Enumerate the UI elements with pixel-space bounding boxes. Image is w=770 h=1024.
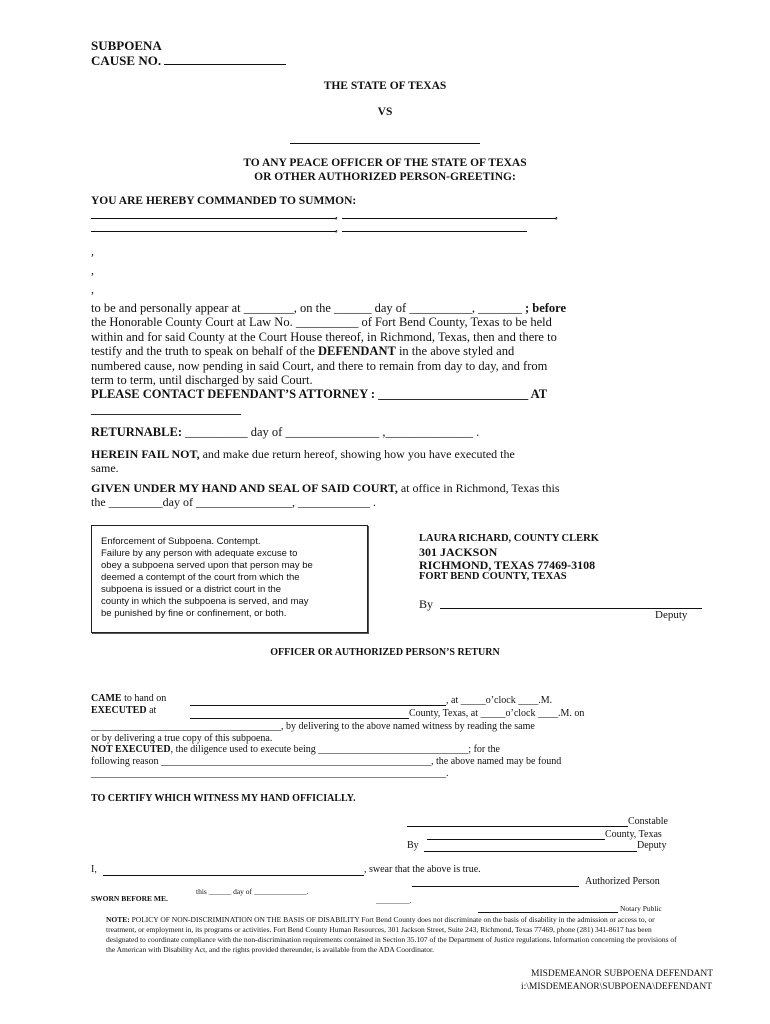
- county-label: County, Texas: [605, 829, 662, 840]
- defendant-name-line[interactable]: [290, 143, 480, 144]
- authorized-person-label: Authorized Person: [585, 876, 660, 887]
- given-under-paragraph: GIVEN UNDER MY HAND AND SEAL OF SAID COURT, at office in Richmond, Texas this the _________day of ________________, ____________ .: [91, 481, 560, 509]
- affiant-name-line[interactable]: [103, 875, 364, 876]
- comma-mark: ,: [335, 220, 338, 234]
- enforcement-line: obey a subpoena served upon that person may be: [101, 560, 313, 571]
- notary-line[interactable]: [478, 912, 618, 913]
- executed-place-line[interactable]: [190, 718, 409, 719]
- came-time: , at _____o’clock ____.M.: [446, 695, 553, 706]
- witness-line-4[interactable]: [342, 231, 527, 232]
- return-heading: OFFICER OR AUTHORIZED PERSON’S RETURN: [270, 647, 500, 658]
- witness-line-1[interactable]: [91, 218, 336, 219]
- certify-by-label: By: [407, 840, 419, 851]
- clerk-deputy-label: Deputy: [655, 609, 688, 621]
- executed-time: County, Texas, at _____o’clock ____.M. on: [409, 708, 585, 719]
- comma-mark: ,: [335, 207, 338, 221]
- sworn-date: this ______ day of ______________.: [196, 887, 309, 896]
- document-title: SUBPOENA: [91, 38, 162, 53]
- returnable-line: RETURNABLE: __________ day of _______________ ,______________ .: [91, 425, 480, 439]
- county-line[interactable]: [427, 839, 605, 840]
- clerk-address-1: 301 JACKSON: [419, 545, 498, 559]
- enforcement-line: deemed a contempt of the court from which the: [101, 572, 300, 583]
- delivery-line-2: or by delivering a true copy of this subpoena.: [91, 733, 273, 744]
- came-label: CAME to hand on: [91, 693, 167, 704]
- greeting-line-2: OR OTHER AUTHORIZED PERSON-GREETING:: [254, 171, 516, 183]
- clerk-by-label: By: [419, 597, 434, 611]
- non-discrimination-policy: NOTE: POLICY OF NON-DISCRIMINATION ON THE BASIS OF DISABILITY Fort Bend County does not discriminate on the basis of disability in the admission or access to, or treatment, or employment in, its programs or activities. Fort Bend County Human Resources, 301 Jackson Street, Suite 243, Richmond, Texas 77469, phone (281) 341-8617 has been designated to coordinate compliance with the non-discrimination requirements contained in Section 35.107 of the Department of Justice regulations. Information concerning the provisions of the American with Disability Act, and the rights provided thereunder, is available from the ADA Coordinator.: [106, 915, 677, 954]
- sworn-before-label: SWORN BEFORE ME.: [91, 894, 168, 903]
- fail-not-paragraph: HEREIN FAIL NOT, and make due return hereof, showing how you have executed the same.: [91, 447, 515, 475]
- summon-heading: YOU ARE HEREBY COMMANDED TO SUMMON:: [91, 195, 357, 207]
- witness-line-3[interactable]: [91, 231, 336, 232]
- enforcement-line: subpoena is issued or a district court in the: [101, 584, 282, 595]
- certify-signature-line[interactable]: [424, 851, 637, 852]
- footer-file-path: i:\MISDEMEANOR\SUBPOENA\DEFENDANT: [521, 982, 713, 992]
- enforcement-line: be punished by fine or confinement, or both.: [101, 608, 287, 619]
- versus-label: VS: [377, 106, 393, 118]
- came-date-line[interactable]: [190, 705, 446, 706]
- comma-mark: ,: [91, 244, 94, 258]
- comma-mark: ,: [91, 263, 94, 277]
- enforcement-line: Enforcement of Subpoena. Contempt.: [101, 536, 261, 547]
- witness-line-2[interactable]: [342, 218, 556, 219]
- clerk-county: FORT BEND COUNTY, TEXAS: [419, 571, 567, 582]
- cause-number-field[interactable]: [164, 53, 286, 65]
- clerk-address-2: RICHMOND, TEXAS 77469-3108: [419, 558, 596, 572]
- reason-extra-line: _______________________________________________________________________.: [91, 768, 449, 779]
- appearance-paragraph: to be and personally appear at ________, on the ______ day of __________, _______ ; before the Honorable County Court at Law No. __________ of Fort Bend County, Texas to be held within and for said County at the Court House thereof, in Richmond, Texas, then and there to testify and the truth to speak on behalf of the DEFENDANT in the above styled and numbered cause, now pending in said Court, and there to remain from day to day, and from term to term, until discharged by said Court. PLEASE CONTACT DEFENDANT’S ATTORNEY : ________________________ AT ________________________: [91, 301, 651, 416]
- constable-label: Constable: [628, 816, 668, 827]
- swear-text: , swear that the above is true.: [364, 864, 481, 875]
- greeting-line-1: TO ANY PEACE OFFICER OF THE STATE OF TEXAS: [243, 157, 527, 169]
- attorney-contact: PLEASE CONTACT DEFENDANT’S ATTORNEY : ________________________ AT: [91, 387, 548, 402]
- notary-label: Notary Public: [620, 904, 662, 913]
- sworn-year: _________.: [376, 896, 412, 905]
- certify-heading: TO CERTIFY WHICH WITNESS MY HAND OFFICIALLY.: [91, 793, 356, 804]
- authorized-person-line[interactable]: [412, 886, 579, 887]
- i-label: I,: [91, 864, 97, 875]
- constable-line[interactable]: [407, 826, 628, 827]
- comma-mark: ,: [555, 207, 558, 221]
- state-caption: THE STATE OF TEXAS: [323, 80, 447, 92]
- delivery-line: ______________________________________, by delivering to the above named witness by reading the same: [91, 721, 535, 732]
- executed-label: EXECUTED at: [91, 705, 157, 716]
- not-executed-line: NOT EXECUTED, the diligence used to execute being ______________________________; for the: [91, 744, 500, 755]
- enforcement-line: county in which the subpoena is served, and may: [101, 596, 309, 607]
- cause-number-label: CAUSE NO.: [91, 53, 286, 69]
- attorney-contact-line: ________________________: [91, 401, 241, 416]
- footer-form-name: MISDEMEANOR SUBPOENA DEFENDANT: [531, 969, 714, 979]
- clerk-name: LAURA RICHARD, COUNTY CLERK: [419, 533, 599, 544]
- comma-mark: ,: [91, 282, 94, 296]
- enforcement-line: Failure by any person with adequate excuse to: [101, 548, 298, 559]
- certify-deputy-label: Deputy: [637, 840, 667, 851]
- enforcement-notice-box: [91, 525, 368, 633]
- reason-line: following reason ______________________________________________________, the above named may be found: [91, 756, 562, 767]
